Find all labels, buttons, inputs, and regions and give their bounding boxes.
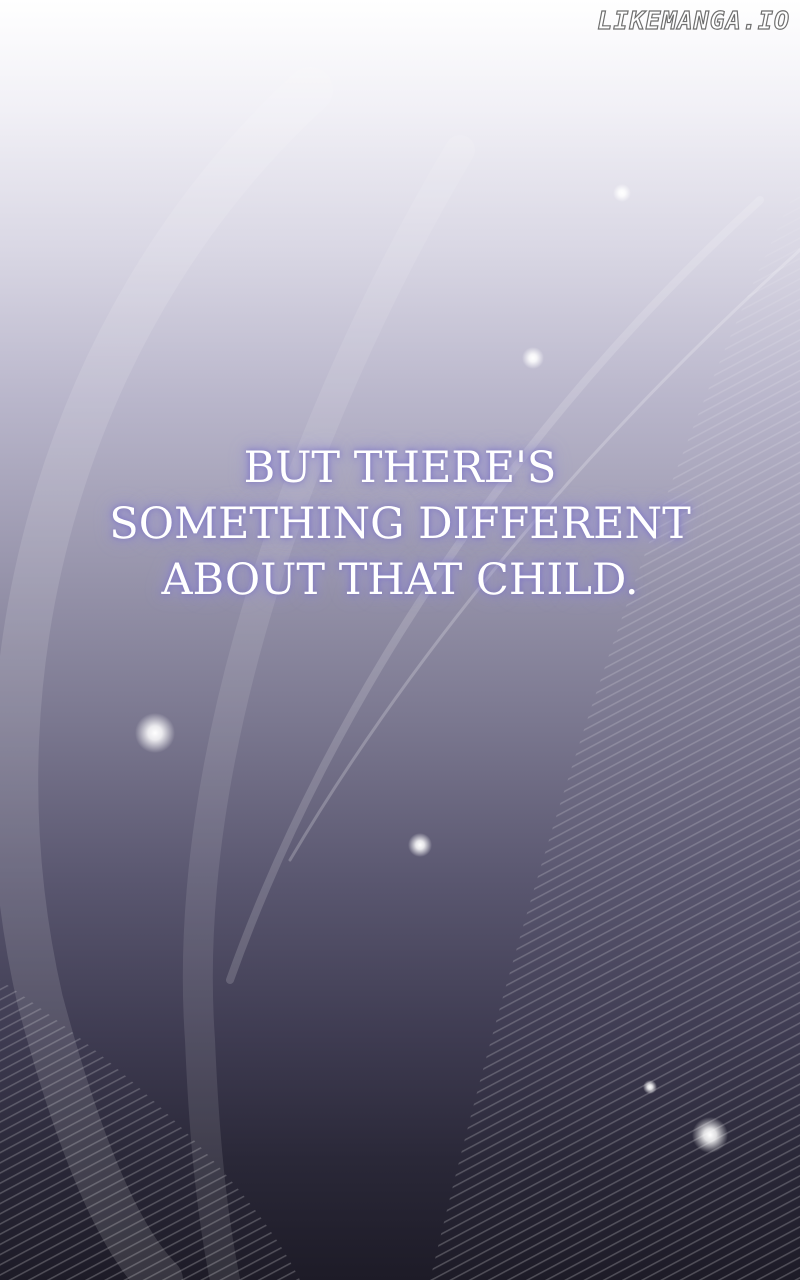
caption-line-3: ABOUT THAT CHILD. [161, 555, 639, 605]
light-arc-inner [198, 150, 460, 1280]
light-arc-outer [15, 90, 310, 1280]
caption-line-2: SOMETHING DIFFERENT [109, 499, 691, 549]
sparkle [692, 1117, 728, 1153]
caption-line-1: BUT THERE'S [243, 443, 557, 493]
narration-caption [0, 440, 800, 608]
site-watermark: LIKEMANGA.IO [597, 6, 790, 35]
sparkle [522, 347, 544, 369]
sparkle [613, 184, 631, 202]
sparkle [643, 1080, 657, 1094]
sparkle [135, 713, 175, 753]
sparkle [408, 833, 432, 857]
